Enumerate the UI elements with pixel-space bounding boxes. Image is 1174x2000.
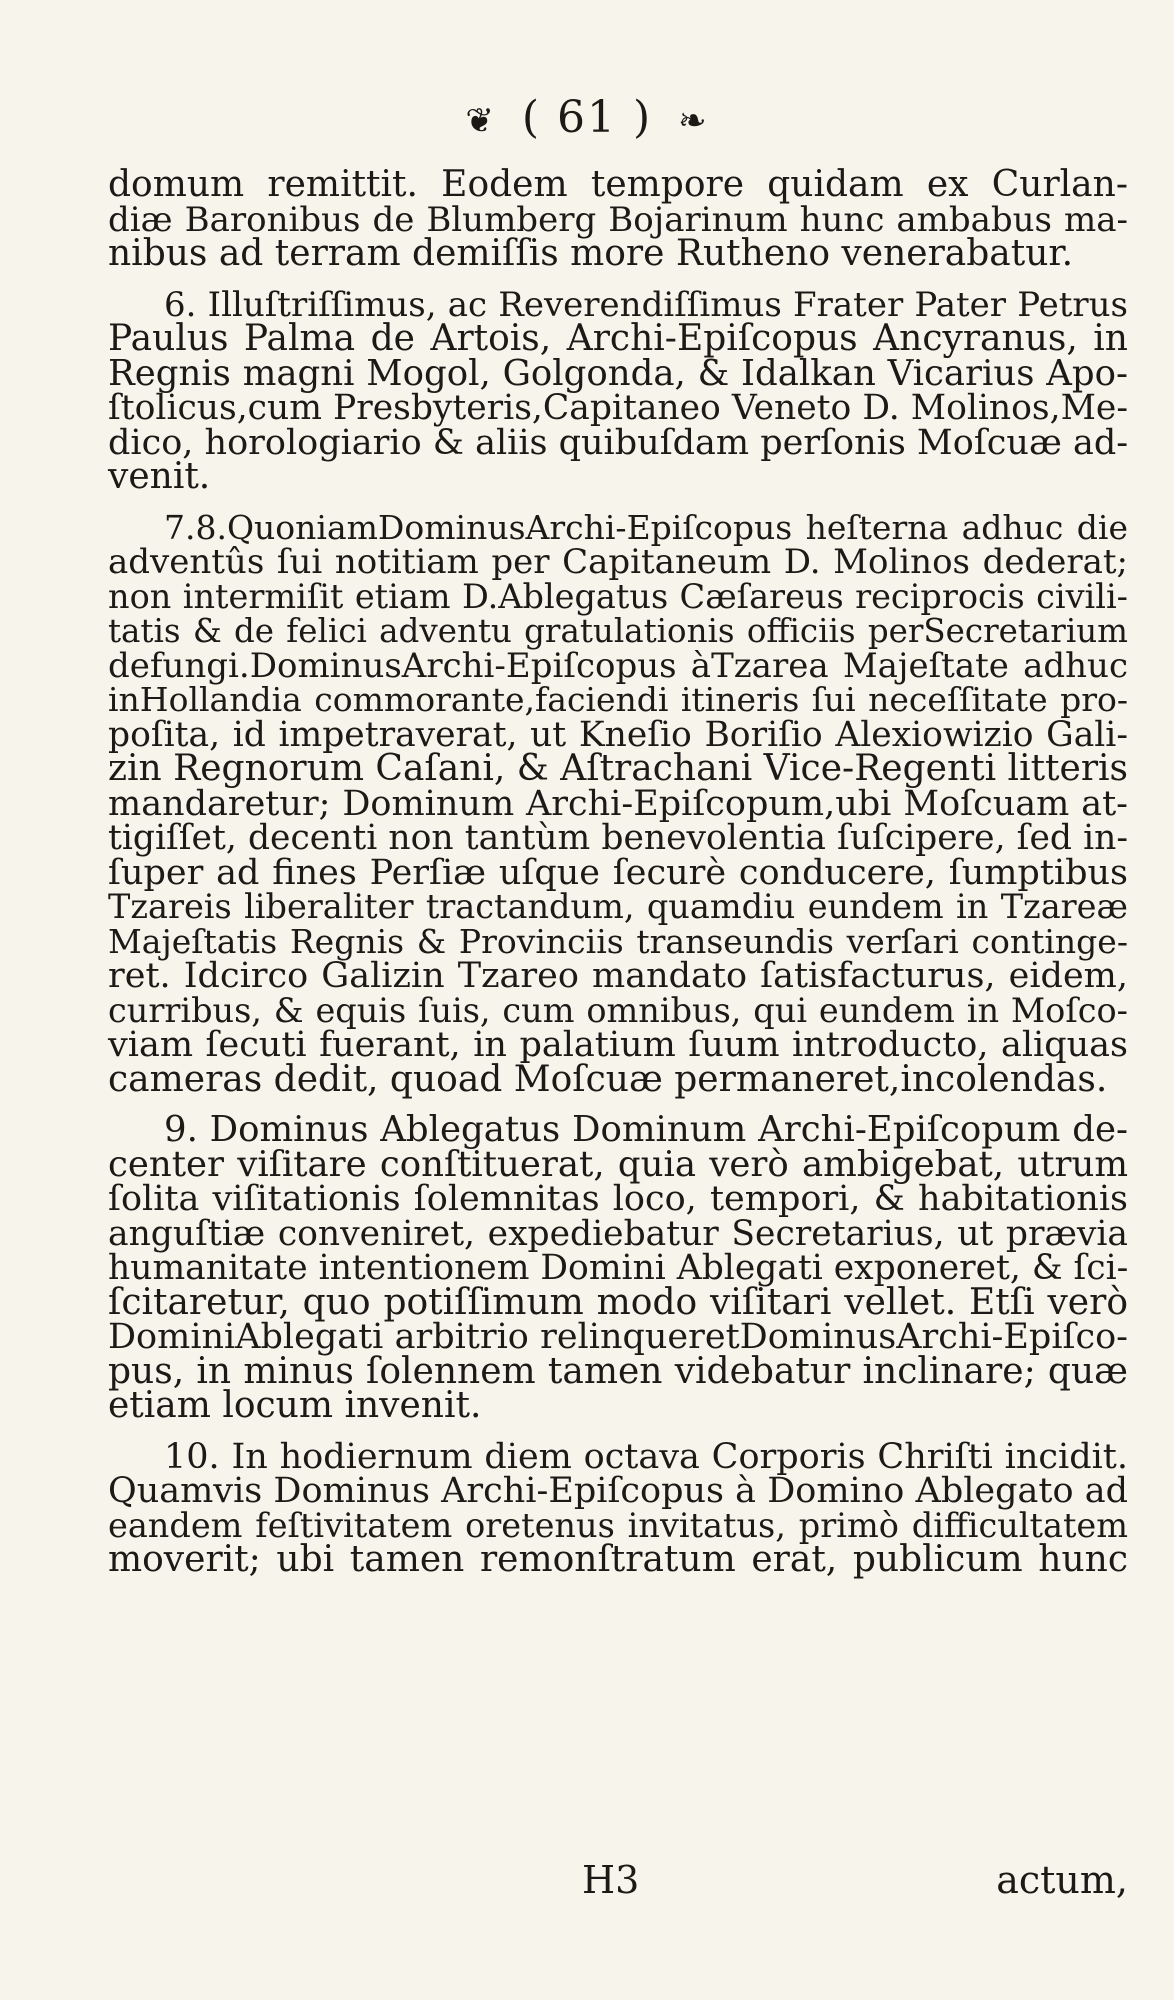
text-line: zin Regnorum Caſani, & Aſtrachani Vice-Regenti litteris	[108, 748, 1129, 789]
text-line: Regnis magni Mogol, Golgonda, & Idalkan Vicarius Apo-	[108, 352, 1128, 394]
text-line: nibus ad terram demiſſis more Rutheno venerabatur.	[108, 233, 1074, 274]
page-header	[0, 92, 1174, 143]
text-line: Tzareis liberaliter tractandum, quamdiu eundem in Tzareæ	[108, 887, 1128, 926]
body-text	[108, 164, 1129, 1594]
text-line: eandem feſtivitatem oretenus invitatus, primò difficultatem	[108, 1505, 1128, 1545]
text-line: diæ Baronibus de Blumberg Bojarinum hunc ambabus ma-	[108, 199, 1128, 240]
text-line: humanitate intentionem Domini Ablegati exponeret, & ſci-	[108, 1248, 1129, 1288]
text-line: ſtolicus,cum Presbyteris,Capitaneo Veneto D. Molinos,Me-	[108, 388, 1128, 428]
text-line: tigiſſet, decenti non tantùm benevolentia ſuſcipere, ſed in-	[108, 818, 1128, 858]
text-line: poſita, id impetraverat, ut Kneſio Boriſio Alexiowizio Gali-	[108, 714, 1128, 755]
text-line: non intermiſit etiam D.Ablegatus Cæſareus reciprocis civili-	[108, 576, 1128, 616]
text-line: Majeſtatis Regnis & Provinciis transeundis verſari continge-	[108, 921, 1128, 961]
paragraph-6	[108, 284, 1129, 497]
text-line: Quamvis Dominus Archi-Epiſcopus à Domino Ablegato ad	[108, 1471, 1128, 1511]
text-line: ſolita viſitationis ſolemnitas loco, tempori, & habitationis	[108, 1179, 1128, 1219]
text-line: DominiAblegati arbitrio relinqueretDominusArchi-Epiſco-	[108, 1317, 1128, 1357]
text-line: domum remittit. Eodem tempore quidam ex Curlan-	[108, 164, 1128, 205]
text-line: cameras dedit, quoad Moſcuæ permaneret,incolendas.	[108, 1058, 1108, 1100]
text-line: anguſtiæ conveniret, expediebatur Secretarius, ut prævia	[108, 1213, 1128, 1254]
text-line: moverit; ubi tamen remonſtratum erat, publicum hunc	[108, 1539, 1128, 1580]
text-line: curribus, & equis ſuis, cum omnibus, qui eundem in Moſco-	[108, 990, 1128, 1030]
text-line: ſuper ad fines Perſiæ uſque ſecurè conducere, ſumptibus	[108, 852, 1128, 893]
paragraph-9	[108, 1109, 1129, 1426]
text-line: inHollandia commorante,faciendi itineris ſui neceſſitate pro-	[108, 680, 1128, 719]
text-line: adventûs ſui notitiam per Capitaneum D. Molinos dederat;	[108, 542, 1128, 582]
ornament-right-icon: ❧	[678, 100, 709, 141]
text-line: 7.8.QuoniamDominusArchi-Epiſcopus heſterna adhuc die	[164, 507, 1128, 547]
text-line: ret. Idcirco Galizin Tzareo mandato ſatisfacturus, eidem,	[108, 956, 1128, 996]
text-line: tatis & de felici adventu gratulationis officiis perSecretarium	[108, 612, 1128, 650]
text-line: etiam locum invenit.	[108, 1385, 482, 1426]
ornament-left-icon: ❦	[465, 100, 496, 141]
paragraph-7-8	[108, 507, 1129, 1100]
text-line: defungi.DominusArchi-Epiſcopus àTzarea Majeſtate adhuc	[108, 645, 1128, 686]
page-number: ( 61 )	[521, 92, 653, 143]
catchword: actum,	[996, 1858, 1128, 1902]
text-line: ſcitaretur, quo potiſſimum modo viſitari vellet. Etſi verò	[108, 1281, 1128, 1323]
signature-mark: H3	[582, 1858, 640, 1902]
text-line: dico, horologiario & aliis quibuſdam perſonis Moſcuæ ad-	[108, 422, 1129, 463]
text-line: Paulus Palma de Artois, Archi-Epiſcopus Ancyranus, in	[108, 318, 1128, 359]
text-line: pus, in minus ſolennem tamen videbatur inclinare; quæ	[108, 1350, 1128, 1392]
paragraph-1	[108, 164, 1128, 274]
text-line: mandaretur; Dominum Archi-Epiſcopum,ubi Moſcuam at-	[108, 783, 1128, 824]
page-footer	[108, 1858, 1128, 1902]
text-line: 10. In hodiernum diem octava Corporis Chriſti incidit.	[164, 1436, 1128, 1477]
text-line: venit.	[108, 456, 211, 497]
paragraph-10	[108, 1436, 1128, 1580]
text-line: 6. Illuſtriſſimus, ac Reverendiſſimus Frater Pater Petrus	[164, 284, 1128, 325]
text-line: viam ſecuti fuerant, in palatium ſuum introducto, aliquas	[108, 1025, 1128, 1065]
text-line: center viſitare conſtituerat, quia verò ambigebat, utrum	[108, 1143, 1128, 1185]
text-line: 9. Dominus Ablegatus Dominum Archi-Epiſcopum de-	[164, 1109, 1128, 1150]
